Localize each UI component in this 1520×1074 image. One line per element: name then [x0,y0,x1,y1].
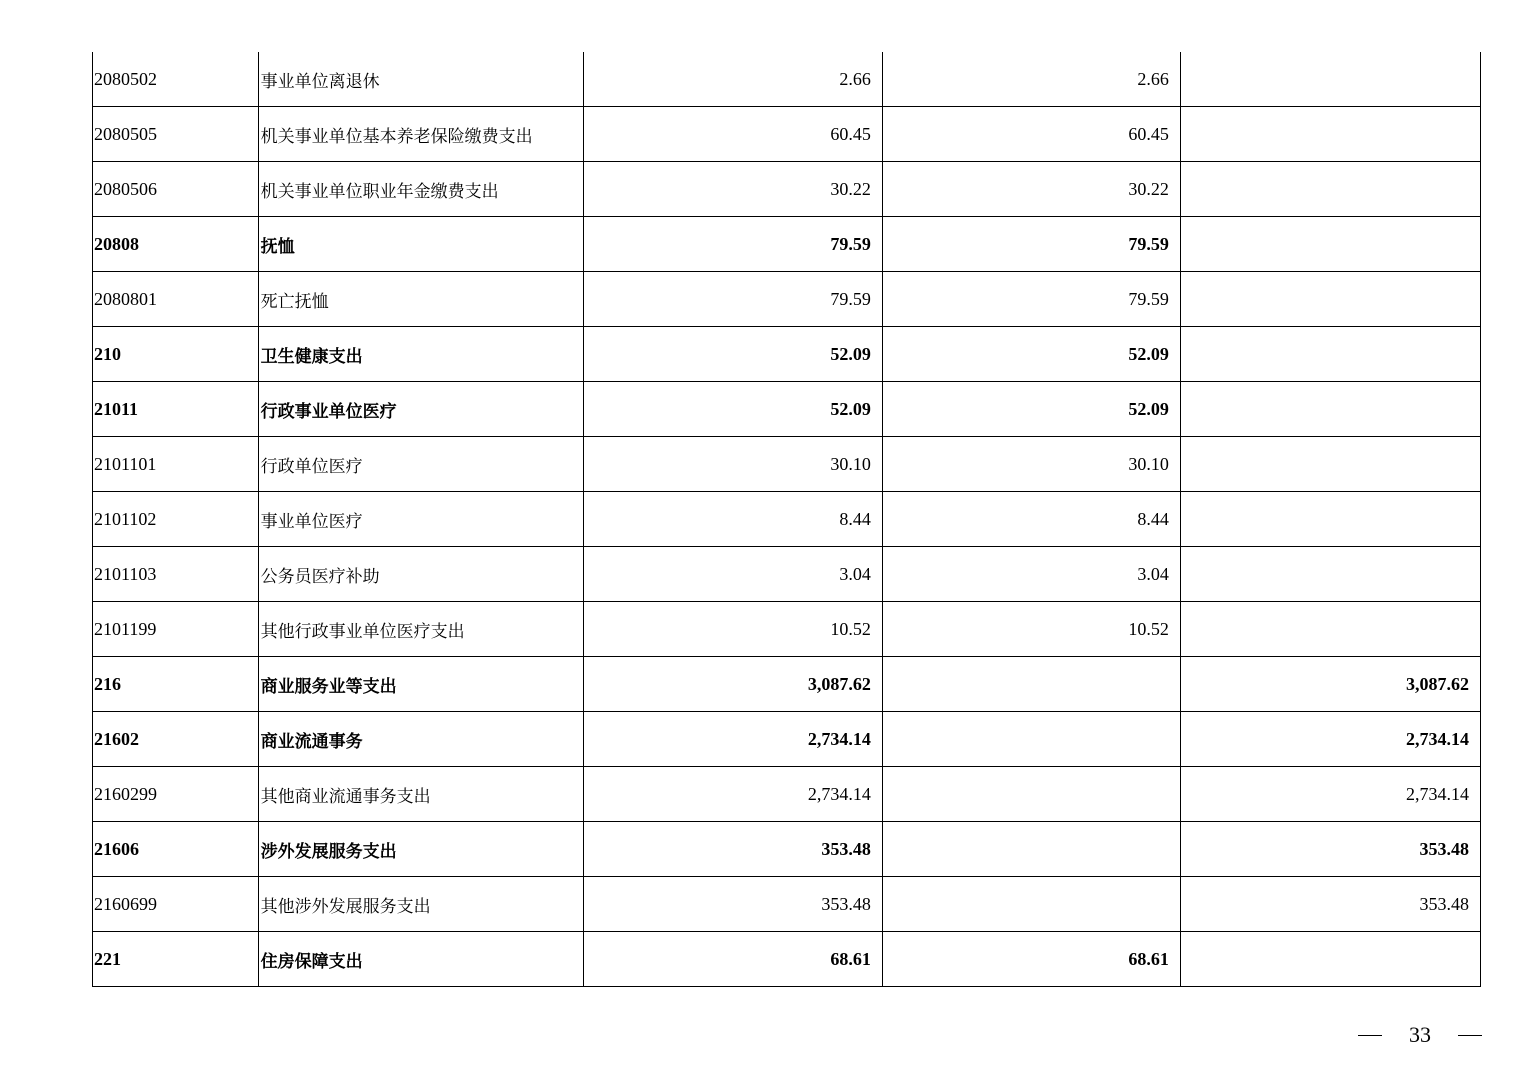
account-code-cell: 2101102 [93,492,259,547]
total-amount-cell: 353.48 [583,822,882,877]
table-row [93,217,1481,272]
account-name-cell: 其他行政事业单位医疗支出 [258,602,583,657]
total-amount-cell: 79.59 [583,217,882,272]
total-amount-cell: 60.45 [583,107,882,162]
total-amount-cell: 10.52 [583,602,882,657]
account-code-cell: 221 [93,932,259,987]
account-name-cell: 机关事业单位职业年金缴费支出 [258,162,583,217]
basic-expenditure-cell: 52.09 [882,382,1180,437]
project-expenditure-cell [1180,492,1480,547]
project-expenditure-cell [1180,327,1480,382]
table-row [93,327,1481,382]
total-amount-cell: 2,734.14 [583,712,882,767]
account-code-cell: 2080506 [93,162,259,217]
account-code-cell: 2080502 [93,52,259,107]
total-amount-cell: 2,734.14 [583,767,882,822]
project-expenditure-cell [1180,272,1480,327]
account-name-cell: 行政事业单位医疗 [258,382,583,437]
account-code-cell: 20808 [93,217,259,272]
basic-expenditure-cell: 60.45 [882,107,1180,162]
account-code-cell: 2101199 [93,602,259,657]
account-name-cell: 住房保障支出 [258,932,583,987]
account-code-cell: 2080801 [93,272,259,327]
account-code-cell: 210 [93,327,259,382]
table-body [93,52,1481,987]
page-number-right-dash [1458,1035,1482,1036]
total-amount-cell: 52.09 [583,327,882,382]
account-code-cell: 2160699 [93,877,259,932]
table-row [93,822,1481,877]
project-expenditure-cell: 353.48 [1180,822,1480,877]
total-amount-cell: 30.22 [583,162,882,217]
basic-expenditure-cell: 10.52 [882,602,1180,657]
total-amount-cell: 52.09 [583,382,882,437]
page-footer [1358,1020,1482,1050]
account-name-cell: 行政单位医疗 [258,437,583,492]
table-row [93,52,1481,107]
account-name-cell: 事业单位离退休 [258,52,583,107]
table-row [93,712,1481,767]
account-name-cell: 公务员医疗补助 [258,547,583,602]
basic-expenditure-cell: 30.10 [882,437,1180,492]
table-row [93,162,1481,217]
project-expenditure-cell [1180,382,1480,437]
table-row [93,932,1481,987]
basic-expenditure-cell [882,712,1180,767]
table-row [93,657,1481,712]
table-row [93,107,1481,162]
project-expenditure-cell [1180,107,1480,162]
account-name-cell: 卫生健康支出 [258,327,583,382]
account-code-cell: 21011 [93,382,259,437]
account-name-cell: 商业服务业等支出 [258,657,583,712]
total-amount-cell: 3,087.62 [583,657,882,712]
basic-expenditure-cell: 79.59 [882,217,1180,272]
total-amount-cell: 353.48 [583,877,882,932]
account-name-cell: 死亡抚恤 [258,272,583,327]
basic-expenditure-cell: 8.44 [882,492,1180,547]
account-name-cell: 商业流通事务 [258,712,583,767]
total-amount-cell: 8.44 [583,492,882,547]
account-code-cell: 2101101 [93,437,259,492]
basic-expenditure-cell [882,877,1180,932]
account-code-cell: 2080505 [93,107,259,162]
account-name-cell: 涉外发展服务支出 [258,822,583,877]
page-number-left-dash [1358,1035,1382,1036]
basic-expenditure-cell [882,767,1180,822]
account-name-cell: 机关事业单位基本养老保险缴费支出 [258,107,583,162]
total-amount-cell: 68.61 [583,932,882,987]
project-expenditure-cell [1180,52,1480,107]
project-expenditure-cell [1180,932,1480,987]
project-expenditure-cell [1180,217,1480,272]
basic-expenditure-cell: 52.09 [882,327,1180,382]
account-name-cell: 抚恤 [258,217,583,272]
project-expenditure-cell [1180,547,1480,602]
account-code-cell: 21606 [93,822,259,877]
table-row [93,382,1481,437]
project-expenditure-cell [1180,602,1480,657]
project-expenditure-cell: 353.48 [1180,877,1480,932]
basic-expenditure-cell: 68.61 [882,932,1180,987]
project-expenditure-cell: 2,734.14 [1180,712,1480,767]
budget-expenditure-table [92,52,1481,987]
basic-expenditure-cell [882,822,1180,877]
account-name-cell: 其他涉外发展服务支出 [258,877,583,932]
project-expenditure-cell [1180,437,1480,492]
table-row [93,877,1481,932]
account-code-cell: 21602 [93,712,259,767]
basic-expenditure-cell: 79.59 [882,272,1180,327]
table-row [93,602,1481,657]
basic-expenditure-cell: 2.66 [882,52,1180,107]
total-amount-cell: 3.04 [583,547,882,602]
basic-expenditure-cell: 3.04 [882,547,1180,602]
account-name-cell: 事业单位医疗 [258,492,583,547]
project-expenditure-cell: 3,087.62 [1180,657,1480,712]
table-row [93,272,1481,327]
table-row [93,437,1481,492]
table-row [93,767,1481,822]
account-name-cell: 其他商业流通事务支出 [258,767,583,822]
total-amount-cell: 30.10 [583,437,882,492]
project-expenditure-cell: 2,734.14 [1180,767,1480,822]
account-code-cell: 2160299 [93,767,259,822]
basic-expenditure-cell [882,657,1180,712]
account-code-cell: 2101103 [93,547,259,602]
total-amount-cell: 2.66 [583,52,882,107]
project-expenditure-cell [1180,162,1480,217]
page-number: 33 [1409,1022,1431,1047]
account-code-cell: 216 [93,657,259,712]
table-row [93,547,1481,602]
table-row [93,492,1481,547]
total-amount-cell: 79.59 [583,272,882,327]
basic-expenditure-cell: 30.22 [882,162,1180,217]
